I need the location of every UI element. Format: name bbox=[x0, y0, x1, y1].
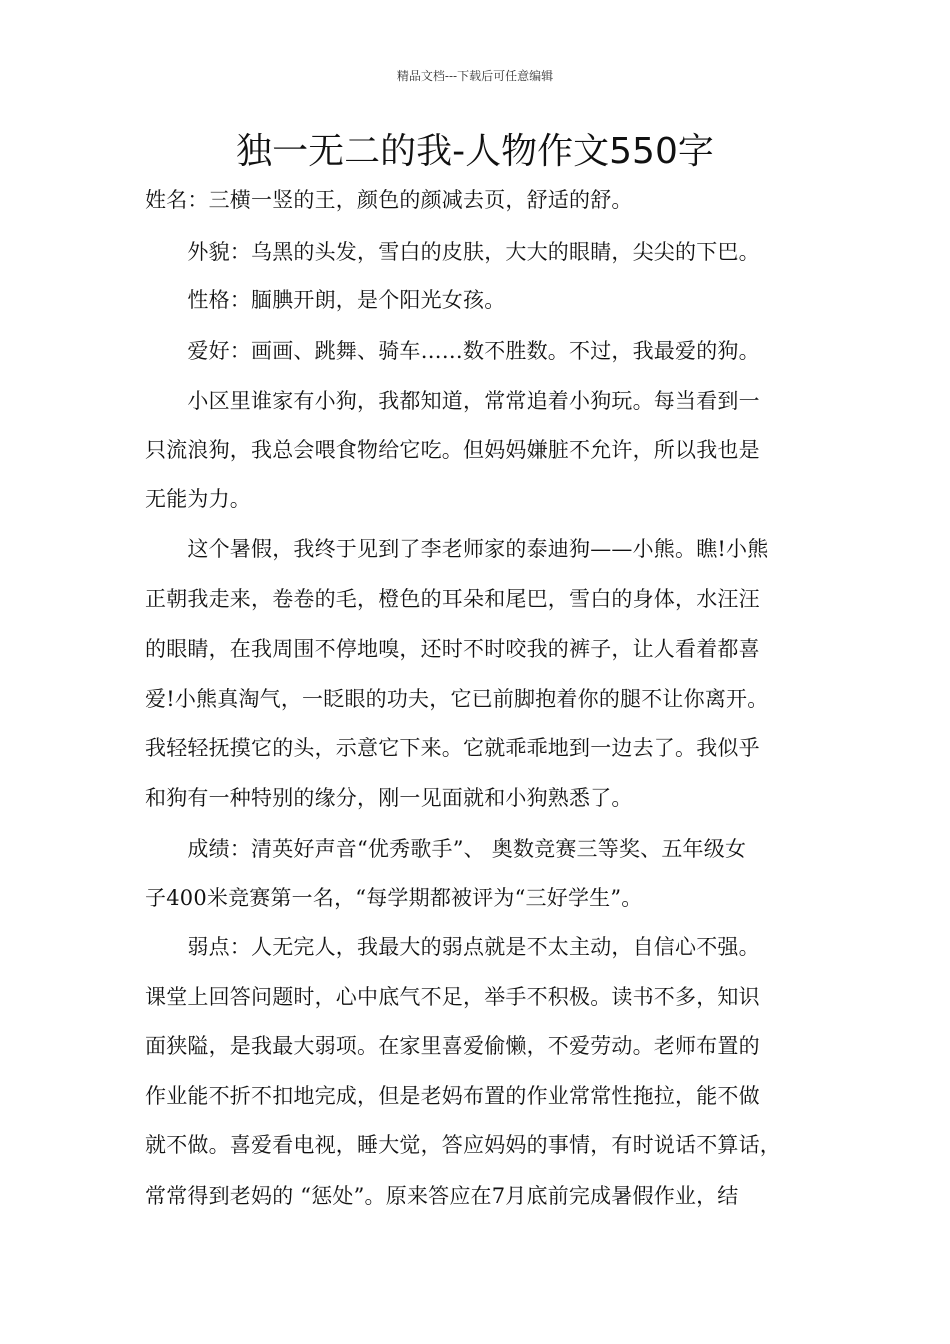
text-line: 作业能不折不扣地完成，但是老妈布置的作业常常性拖拉，能不做 bbox=[145, 1084, 760, 1108]
text-line: 只流浪狗，我总会喂食物给它吃。但妈妈嫌脏不允许，所以我也是 bbox=[145, 438, 760, 462]
text-line: 性格：腼腆开朗，是个阳光女孩。 bbox=[145, 288, 506, 312]
text-line: 和狗有一种特别的缘分，刚一见面就和小狗熟悉了。 bbox=[145, 786, 633, 810]
text-line: 课堂上回答问题时，心中底气不足，举手不积极。读书不多，知识 bbox=[145, 985, 760, 1009]
text-line: 弱点：人无完人，我最大的弱点就是不太主动，自信心不强。 bbox=[145, 935, 760, 959]
text-line: 正朝我走来，卷卷的毛，橙色的耳朵和尾巴，雪白的身体，水汪汪 bbox=[145, 587, 760, 611]
text-line: 面狭隘，是我最大弱项。在家里喜爱偷懒，不爱劳动。老师布置的 bbox=[145, 1034, 760, 1058]
text-line: 的眼睛，在我周围不停地嗅，还时不时咬我的裤子，让人看着都喜 bbox=[145, 637, 760, 661]
text-line: 无能为力。 bbox=[145, 487, 251, 511]
header-note: 精品文档---下载后可任意编辑 bbox=[396, 69, 554, 83]
text-line: 小区里谁家有小狗，我都知道，常常追着小狗玩。每当看到一 bbox=[145, 389, 760, 413]
text-line: 就不做。喜爱看电视，睡大觉，答应妈妈的事情，有时说话不算话， bbox=[145, 1133, 781, 1157]
text-line: 常常得到老妈的 “惩处”。原来答应在7月底前完成暑假作业，结 bbox=[145, 1184, 739, 1208]
text-line: 姓名：三横一竖的王，颜色的颜减去页，舒适的舒。 bbox=[145, 188, 633, 212]
document-title: 独一无二的我-人物作文550字 bbox=[236, 131, 714, 172]
text-line: 爱!小熊真淘气，一眨眼的功夫，它已前脚抱着你的腿不让你离开。 bbox=[145, 687, 769, 711]
text-line: 外貌：乌黑的头发，雪白的皮肤，大大的眼睛，尖尖的下巴。 bbox=[145, 240, 760, 264]
text-line: 成绩：清英好声音“优秀歌手”、 奥数竞赛三等奖、五年级女 bbox=[145, 837, 747, 861]
text-line: 子400米竞赛第一名，“每学期都被评为“三好学生”。 bbox=[145, 886, 643, 910]
text-line: 爱好：画画、跳舞、骑车……数不胜数。不过，我最爱的狗。 bbox=[145, 339, 760, 363]
text-line: 我轻轻抚摸它的头，示意它下来。它就乖乖地到一边去了。我似乎 bbox=[145, 736, 760, 760]
text-line: 这个暑假，我终于见到了李老师家的泰迪狗——小熊。瞧!小熊 bbox=[145, 537, 769, 561]
